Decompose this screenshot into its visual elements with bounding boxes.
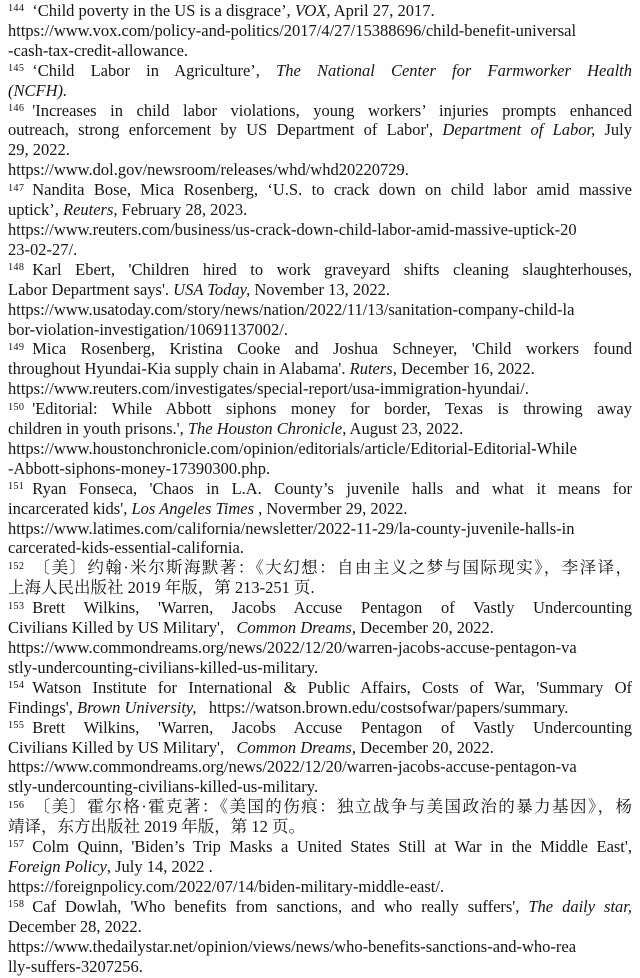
footnote-line	[8, 21, 632, 41]
text-segment: December 28, 2022.	[8, 916, 142, 936]
text-segment: lly-suffers-3207256.	[8, 956, 143, 976]
text-segment: https://www.commondreams.org/news/2022/12/20/warren-jacobs-accuse-pentagon-va	[8, 757, 577, 777]
text-segment: Caf Dowlah, 'Who benefits from sanctions, and who really suffers',	[32, 896, 529, 916]
footnote-number: 145	[8, 63, 25, 75]
footnote-number: 158	[8, 899, 25, 911]
footnote-line	[8, 459, 632, 479]
footnote-line	[8, 61, 632, 81]
footnote-line	[8, 120, 632, 140]
text-segment: 〔美〕霍尔格·霍克著：《美国的伤痕：独立战争与美国政治的暴力基因》，杨	[32, 797, 632, 817]
text-segment: -cash-tax-credit-allowance.	[8, 40, 189, 60]
footnote-item	[8, 61, 632, 101]
footnote-item	[8, 837, 632, 897]
text-segment: https://www.vox.com/policy-and-politics/2017/4/27/15388696/child-benefit-universal	[8, 20, 577, 40]
text-segment: , December 20, 2022.	[351, 618, 494, 638]
text-segment: ‘Child poverty in the US is a disgrace’,	[32, 1, 295, 20]
text-segment: -Abbott-siphons-money-17390300.php.	[8, 458, 271, 478]
footnote-line	[8, 638, 632, 658]
text-segment: , August 23, 2022.	[342, 419, 464, 439]
footnote-item	[8, 598, 632, 678]
footnote-item	[8, 399, 632, 479]
footnote-line	[8, 797, 632, 817]
italic-text: Brown University,	[77, 697, 197, 717]
footnote-item	[8, 339, 632, 399]
text-segment: https://www.reuters.com/business/us-crack-down-child-labor-amid-massive-uptick-20	[8, 219, 577, 239]
text-segment: Civilians Killed by US Military',	[8, 618, 237, 638]
footnote-line	[8, 658, 632, 678]
footnote-number: 150	[8, 401, 25, 413]
footnote-line	[8, 857, 632, 877]
text-segment: Colm Quinn, 'Biden’s Trip Masks a United States Still at War in the Middle East',	[32, 837, 632, 857]
footnote-number: 154	[8, 680, 25, 692]
text-segment: ‘Child Labor in Agriculture’,	[32, 60, 277, 80]
footnote-line	[8, 897, 632, 917]
footnote-line	[8, 260, 632, 280]
text-segment: incarcerated kids',	[8, 498, 132, 518]
footnote-item	[8, 558, 632, 598]
footnote-line	[8, 957, 632, 977]
text-segment: outreach, strong enforcement by US Department of Labor',	[8, 120, 443, 140]
footnote-line	[8, 698, 632, 718]
footnote-line	[8, 140, 632, 160]
footnote-line	[8, 519, 632, 539]
text-segment: https://www.dol.gov/newsroom/releases/whd/whd20220729.	[8, 160, 409, 180]
italic-text: Common Dreams	[236, 618, 352, 638]
text-segment: https://watson.brown.edu/costsofwar/papers/summary.	[196, 697, 569, 717]
footnote-line	[8, 280, 632, 300]
footnote-line	[8, 300, 632, 320]
italic-text: (NCFH).	[8, 80, 68, 100]
text-segment: , December 20, 2022.	[351, 737, 494, 757]
text-segment: https://foreignpolicy.com/2022/07/14/biden-military-middle-east/.	[8, 876, 445, 896]
footnote-line	[8, 379, 632, 399]
text-segment: 〔美〕约翰·米尔斯海默著：《大幻想：自由主义之梦与国际现实》，李泽译，	[32, 558, 632, 578]
text-segment: November 13, 2022.	[250, 279, 390, 299]
footnote-line	[8, 777, 632, 797]
text-segment: , February 28, 2023.	[113, 200, 248, 220]
footnote-number: 153	[8, 600, 25, 612]
footnote-item	[8, 797, 632, 837]
italic-text: The daily star,	[528, 896, 633, 916]
text-segment: uptick’,	[8, 200, 63, 220]
text-segment: Civilians Killed by US Military',	[8, 737, 237, 757]
text-segment: Labor Department says'.	[8, 279, 174, 299]
text-segment: bor-violation-investigation/10691137002/.	[8, 319, 288, 339]
footnote-line	[8, 817, 632, 837]
footnote-line	[8, 220, 632, 240]
text-segment: , April 27, 2017.	[326, 1, 435, 20]
footnote-line	[8, 757, 632, 777]
footnote-line	[8, 439, 632, 459]
text-segment: Nandita Bose, Mica Rosenberg, ‘U.S. to crack down on child labor amid massive	[32, 180, 632, 200]
italic-text: Foreign Policy	[8, 856, 107, 876]
footnote-line	[8, 320, 632, 340]
italic-text: USA Today,	[173, 279, 251, 299]
text-segment: stly-undercounting-civilians-killed-us-military.	[8, 777, 319, 797]
italic-text: The Houston Chronicle	[187, 419, 343, 439]
footnote-line	[8, 738, 632, 758]
footnote-item	[8, 260, 632, 340]
text-segment: Watson Institute for International & Public Affairs, Costs of War, 'Summary Of	[32, 677, 632, 697]
footnote-line	[8, 399, 632, 419]
footnote-number: 146	[8, 102, 25, 114]
footnote-line	[8, 101, 632, 121]
footnote-line	[8, 240, 632, 260]
text-segment: https://www.thedailystar.net/opinion/views/news/who-benefits-sanctions-and-who-rea	[8, 936, 577, 956]
footnote-line	[8, 41, 632, 61]
footnote-number: 151	[8, 481, 25, 493]
footnote-line	[8, 937, 632, 957]
footnote-line	[8, 837, 632, 857]
text-segment: Findings',	[8, 697, 77, 717]
italic-text: VOX	[294, 1, 327, 20]
text-segment: Brett Wilkins, 'Warren, Jacobs Accuse Pentagon of Vastly Undercounting	[32, 598, 632, 618]
footnote-line	[8, 499, 632, 519]
text-segment: Karl Ebert, 'Children hired to work graveyard shifts cleaning slaughterhouses,	[32, 259, 632, 279]
footnote-number: 156	[8, 799, 25, 811]
footnote-number: 149	[8, 341, 25, 353]
footnote-item	[8, 101, 632, 181]
text-segment: July	[595, 120, 633, 140]
text-segment: , July 14, 2022 .	[106, 856, 213, 876]
text-segment: https://www.houstonchronicle.com/opinion/editorials/article/Editorial-Editorial-While	[8, 438, 577, 458]
footnote-line	[8, 558, 632, 578]
text-segment: https://www.latimes.com/california/newsletter/2022-11-29/la-county-juvenile-halls-in	[8, 518, 575, 538]
text-segment: Brett Wilkins, 'Warren, Jacobs Accuse Pentagon of Vastly Undercounting	[32, 717, 632, 737]
italic-text: Reuters	[63, 200, 114, 220]
text-segment: 靖译，东方出版社 2019 年版，第 12 页。	[8, 817, 305, 837]
footnote-line	[8, 419, 632, 439]
footnote-number: 147	[8, 182, 25, 194]
footnote-line	[8, 200, 632, 220]
footnote-number: 155	[8, 720, 25, 732]
text-segment: children in youth prisons.',	[8, 419, 188, 439]
footnote-item	[8, 718, 632, 798]
text-segment: stly-undercounting-civilians-killed-us-military.	[8, 657, 319, 677]
text-segment: , Novermber 29, 2022.	[254, 498, 408, 518]
footnote-number: 157	[8, 839, 25, 851]
footnote-line	[8, 538, 632, 558]
text-segment: https://www.reuters.com/investigates/special-report/usa-immigration-hyundai/.	[8, 379, 529, 399]
footnote-line	[8, 578, 632, 598]
italic-text: Los Angeles Times	[131, 498, 254, 518]
footnote-item	[8, 897, 632, 977]
footnote-number: 152	[8, 560, 25, 572]
text-segment: 上海人民出版社 2019 年版，第 213-251 页.	[8, 578, 315, 598]
footnote-item	[8, 1, 632, 61]
text-segment: https://www.commondreams.org/news/2022/12/20/warren-jacobs-accuse-pentagon-va	[8, 638, 577, 657]
footnote-line	[8, 180, 632, 200]
footnote-item	[8, 678, 632, 718]
footnote-line	[8, 1, 632, 21]
footnote-line	[8, 718, 632, 738]
footnote-item	[8, 479, 632, 559]
footnote-number: 144	[8, 3, 25, 15]
footnote-line	[8, 678, 632, 698]
text-segment: 'Increases in child labor violations, young workers’ injuries prompts enhanced	[32, 100, 632, 120]
text-segment: December 16, 2022.	[396, 359, 535, 379]
italic-text: Ruters,	[349, 359, 397, 379]
footnote-line	[8, 160, 632, 180]
footnote-line	[8, 877, 632, 897]
text-segment: throughout Hyundai-Kia supply chain in Alabama'.	[8, 359, 350, 379]
text-segment: Mica Rosenberg, Kristina Cooke and Joshua Schneyer, 'Child workers found	[32, 339, 632, 359]
text-segment: 29, 2022.	[8, 140, 70, 160]
text-segment: carcerated-kids-essential-california.	[8, 538, 244, 558]
footnote-line	[8, 917, 632, 937]
italic-text: The National Center for Farmworker Health	[276, 60, 632, 80]
text-segment: Ryan Fonseca, 'Chaos in L.A. County’s juvenile halls and what it means for	[32, 478, 632, 498]
footnote-line	[8, 81, 632, 101]
footnote-line	[8, 479, 632, 499]
text-segment: https://www.usatoday.com/story/news/nation/2022/11/13/sanitation-company-child-la	[8, 299, 575, 319]
footnote-line	[8, 359, 632, 379]
footnote-line	[8, 618, 632, 638]
text-segment: 23-02-27/.	[8, 239, 78, 259]
footnote-line	[8, 598, 632, 618]
text-segment: 'Editorial: While Abbott siphons money for border, Texas is throwing away	[32, 399, 632, 419]
footnote-line	[8, 339, 632, 359]
footnote-number: 148	[8, 262, 25, 274]
footnote-item	[8, 180, 632, 260]
italic-text: Department of Labor,	[442, 120, 596, 140]
italic-text: Common Dreams	[236, 737, 352, 757]
